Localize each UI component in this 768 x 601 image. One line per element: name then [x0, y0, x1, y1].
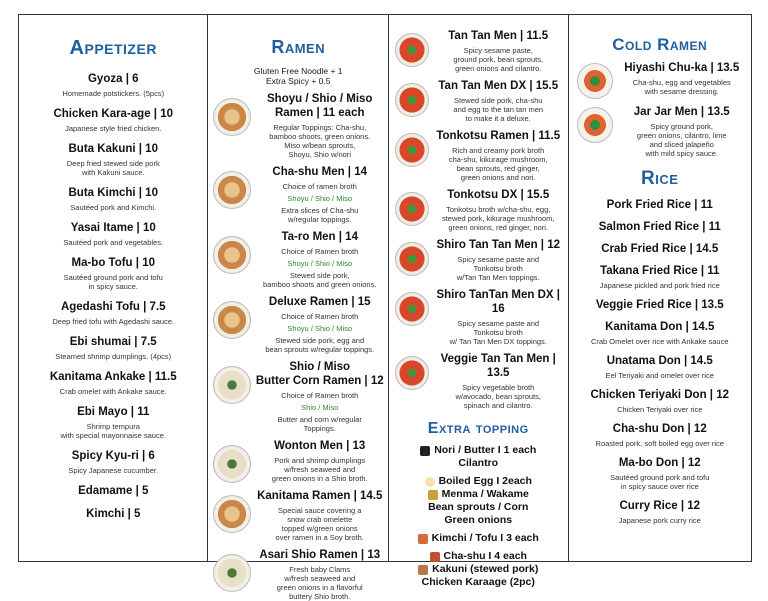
cold-ramen-item — [569, 61, 752, 99]
rice-desc: Chicken Teriyaki over rice — [617, 405, 703, 414]
ramen-item — [208, 489, 388, 542]
ramen-list — [208, 92, 388, 601]
appetizer-name: Ebi Mayo | 11 — [77, 406, 150, 418]
ramen-text — [251, 230, 388, 289]
extra-topping-text: Cilantro — [458, 457, 499, 469]
extra-topping-line — [389, 514, 568, 527]
rice-name: Kanitama Don | 14.5 — [605, 321, 715, 333]
ramen-desc: Stewed side pork, bamboo shoots and green onions. — [263, 271, 377, 289]
ramen-desc: Extra slices of Cha-shu w/regular toppings. — [281, 206, 359, 224]
appetizer-item — [19, 186, 207, 212]
ramen-broth: Shoyu / Shio / Miso — [287, 324, 353, 333]
rice-item — [569, 388, 752, 414]
rice-name: Curry Rice | 12 — [619, 500, 701, 512]
spicy-ramen-item — [389, 352, 568, 410]
spicy-bowl-icon — [395, 192, 429, 226]
ramen-name: Kanitama Ramen | 14.5 — [257, 490, 383, 502]
appetizer-name: Chicken Kara-age | 10 — [53, 108, 174, 120]
extra-topping-text: Cha-shu I 4 each — [443, 550, 527, 562]
ramen-name: Asari Shio Ramen | 13 — [259, 549, 381, 561]
rice-desc: Eel Teriyaki and omelet over rice — [605, 371, 714, 380]
appetizer-name: Yasai Itame | 10 — [70, 222, 156, 234]
appetizer-desc: Deep fried tofu with Agedashi sauce. — [52, 317, 175, 326]
cold-ramen-text — [613, 61, 752, 96]
spicy-bowl-icon — [395, 33, 429, 67]
rice-name: Salmon Fried Rice | 11 — [598, 221, 721, 233]
spicy-ramen-text — [429, 288, 568, 346]
spicy-ramen-name: Shiro Tan Tan Men | 12 — [436, 239, 561, 251]
ramen-name: Wonton Men | 13 — [274, 440, 366, 452]
spicy-ramen-text — [429, 188, 568, 232]
extra-topping-line — [389, 501, 568, 514]
extra-topping-text: Bean sprouts / Corn — [428, 501, 529, 513]
spicy-ramen-item — [389, 288, 568, 346]
rice-heading: Rice — [641, 168, 679, 189]
appetizer-name: Ebi shumai | 7.5 — [69, 336, 157, 348]
extra-topping-text: Kimchi / Tofu I 3 each — [431, 532, 539, 544]
ramen-desc: Butter and corn w/regular Toppings. — [277, 415, 362, 433]
topping-icon — [428, 490, 438, 500]
topping-icon — [420, 446, 430, 456]
ramen-bowl-icon — [213, 98, 251, 136]
appetizer-list — [19, 72, 207, 521]
rice-item — [569, 264, 752, 290]
appetizer-desc: Steamed shrimp dumplings. (4pcs) — [55, 352, 172, 361]
ramen-choice: Choice of ramen broth — [282, 182, 357, 191]
appetizer-item — [19, 370, 207, 396]
extra-topping-line — [389, 532, 568, 545]
spicy-ramen-desc: Rich and creamy pork broth cha-shu, kikurage mushroom, bean sprouts, red ginger, green onions and nori. — [448, 146, 548, 182]
appetizer-item — [19, 142, 207, 177]
cold-ramen-name: Jar Jar Men | 13.5 — [633, 106, 730, 118]
appetizer-name: Gyoza | 6 — [87, 73, 139, 85]
ramen-text — [251, 360, 388, 433]
ramen-desc: Stewed side pork, egg and bean sprouts w/regular toppings. — [265, 336, 375, 354]
appetizer-desc: Sautéed pork and vegetables. — [63, 238, 164, 247]
cold-ramen-text — [613, 105, 752, 158]
ramen-text — [251, 548, 388, 601]
spicy-ramen-desc: Spicy vegetable broth w/avocado, bean sprouts, spinach and cilantro. — [455, 383, 541, 410]
extra-topping-list — [389, 444, 568, 589]
menu-sheet — [18, 14, 752, 601]
spicy-ramen-text — [429, 29, 568, 73]
rice-name: Crab Fried Rice | 14.5 — [601, 243, 719, 255]
spicy-ramen-name: Tan Tan Men DX | 15.5 — [438, 80, 559, 92]
ramen-text — [251, 165, 388, 224]
appetizer-item — [19, 221, 207, 247]
spicy-ramen-list — [389, 29, 568, 410]
spicy-bowl-icon — [395, 83, 429, 117]
ramen-bowl-icon — [213, 236, 251, 274]
appetizer-name: Agedashi Tofu | 7.5 — [60, 301, 166, 313]
cold-ramen-heading: Cold Ramen — [612, 35, 708, 54]
appetizer-desc: Shrimp tempura with special mayonnaise sauce. — [60, 422, 166, 440]
appetizer-desc: Spicy Japanese cucumber. — [68, 466, 159, 475]
ramen-desc: Fresh baby Clams w/fresh seaweed and green onions in a flavorful buttery Shio broth. — [276, 565, 363, 601]
extra-topping-text: Green onions — [444, 514, 513, 526]
ramen-bowl-icon — [213, 301, 251, 339]
extra-topping-line — [389, 563, 568, 576]
rice-item — [569, 220, 752, 234]
appetizer-item — [19, 300, 207, 326]
rice-desc: Roasted pork, soft boiled egg over rice — [595, 439, 724, 448]
spicy-bowl-icon — [395, 356, 429, 390]
ramen-choice: Choice of Ramen broth — [281, 312, 359, 321]
spicy-bowl-icon — [395, 133, 429, 167]
ramen-bowl-icon — [213, 366, 251, 404]
appetizer-item — [19, 405, 207, 440]
extra-topping-line — [389, 444, 568, 457]
rice-name: Unatama Don | 14.5 — [606, 355, 713, 367]
appetizer-name: Buta Kimchi | 10 — [68, 187, 158, 199]
rice-desc: Japanese pickled and pork fried rice — [599, 281, 720, 290]
rice-item — [569, 242, 752, 256]
appetizer-name: Edamame | 5 — [78, 485, 149, 497]
spicy-ramen-desc: Spicy sesame paste, ground pork, bean sprouts, green onions and cilantro. — [453, 46, 544, 73]
appetizer-item — [19, 72, 207, 98]
rice-item — [569, 198, 752, 212]
spicy-ramen-desc: Spicy sesame paste and Tonkotsu broth w/ Tan Tan Men DX toppings. — [449, 319, 547, 346]
ramen-name: Ta-ro Men | 14 — [281, 231, 358, 243]
appetizer-desc: Deep fried stewed side pork with Kakuni sauce. — [66, 159, 160, 177]
ramen-name: Shoyu / Shio / Miso Ramen | 11 each — [267, 93, 373, 119]
spicy-ramen-name: Shiro TanTan Men DX | 16 — [436, 289, 561, 315]
ramen-desc: Pork and shrimp dumplings w/fresh seaweed and green onions in a Shio broth. — [271, 456, 368, 483]
topping-icon — [425, 477, 435, 487]
ramen-item — [208, 360, 388, 433]
spicy-ramen-item — [389, 238, 568, 282]
appetizer-heading: Appetizer — [69, 37, 157, 59]
extra-topping-line — [389, 576, 568, 589]
topping-icon — [418, 534, 428, 544]
spicy-bowl-icon — [395, 242, 429, 276]
ramen-note: Gluten Free Noodle + 1 Extra Spicy + 0.5 — [253, 66, 343, 86]
ramen-text — [251, 295, 388, 354]
cold-ramen-desc: Cha-shu, egg and vegetables with sesame dressing. — [632, 78, 731, 96]
rice-name: Pork Fried Rice | 11 — [606, 199, 713, 211]
rice-item — [569, 499, 752, 525]
rice-name: Chicken Teriyaki Don | 12 — [590, 389, 729, 401]
ramen-text — [251, 489, 388, 542]
extra-topping-line — [389, 475, 568, 488]
cold-rice-column — [569, 15, 752, 561]
rice-name: Ma-bo Don | 12 — [618, 457, 701, 469]
ramen-heading: Ramen — [271, 37, 326, 57]
appetizer-column — [19, 15, 208, 561]
rice-desc: Sautéed ground pork and tofu in spicy sauce over rice — [610, 473, 710, 491]
ramen-column — [208, 15, 389, 601]
rice-item — [569, 456, 752, 491]
ramen-item — [208, 165, 388, 224]
spicy-ramen-name: Tonkotsu Ramen | 11.5 — [436, 130, 561, 142]
ramen-item — [208, 548, 388, 601]
appetizer-name: Spicy Kyu-ri | 6 — [71, 450, 155, 462]
spicy-ramen-text — [429, 79, 568, 123]
ramen-bowl-icon — [213, 495, 251, 533]
spicy-ramen-text — [429, 352, 568, 410]
rice-desc: Japanese pork curry rice — [618, 516, 701, 525]
appetizer-desc: Crab omelet with Ankake sauce. — [59, 387, 167, 396]
spicy-column — [389, 15, 569, 588]
ramen-item — [208, 92, 388, 159]
spicy-ramen-name: Tan Tan Men | 11.5 — [448, 30, 549, 42]
ramen-item — [208, 295, 388, 354]
rice-list — [569, 198, 752, 525]
cold-ramen-desc: Spicy ground pork, green onions, cilantro, lime and sliced jalapeño with mild spicy sauce. — [636, 122, 727, 158]
ramen-name: Cha-shu Men | 14 — [272, 166, 368, 178]
cold-ramen-list — [569, 61, 752, 158]
ramen-text — [251, 439, 388, 483]
appetizer-item — [19, 507, 207, 521]
extra-topping-line — [389, 457, 568, 470]
ramen-desc: Special sauce covering a snow crab omelette topped w/green onions over ramen in a Soy broth. — [275, 506, 364, 542]
extra-topping-text: Chicken Karaage (2pc) — [421, 576, 535, 588]
ramen-broth: Shoyu / Shio / Miso — [287, 194, 353, 203]
appetizer-desc: Sautéed pork and Kimchi. — [70, 203, 157, 212]
extra-topping-heading: Extra topping — [427, 420, 529, 437]
rice-name: Cha-shu Don | 12 — [612, 423, 707, 435]
ramen-name: Deluxe Ramen | 15 — [268, 296, 371, 308]
spicy-ramen-desc: Tonkotsu broth w/cha-shu, egg, stewed pork, kikurage mushroom, green onions, red ginger, nori. — [441, 205, 555, 232]
spicy-ramen-name: Veggie Tan Tan Men | 13.5 — [440, 353, 556, 379]
spicy-ramen-desc: Spicy sesame paste and Tonkotsu broth w/Tan Tan Men toppings. — [456, 255, 540, 282]
rice-item — [569, 320, 752, 346]
cold-ramen-item — [569, 105, 752, 158]
spicy-ramen-item — [389, 29, 568, 73]
ramen-desc: Regular Toppings: Cha-shu, bamboo shoots, green onions. Miso w/bean sprouts, Shoyu, Shio w/nori — [269, 123, 371, 159]
ramen-bowl-icon — [213, 445, 251, 483]
appetizer-name: Kanitama Ankake | 11.5 — [49, 371, 177, 383]
rice-name: Takana Fried Rice | 11 — [600, 265, 720, 277]
rice-desc: Crab Omelet over rice with Ankake sauce — [590, 337, 729, 346]
extra-topping-line — [389, 550, 568, 563]
appetizer-name: Buta Kakuni | 10 — [68, 143, 158, 155]
appetizer-item — [19, 449, 207, 475]
extra-topping-text: Nori / Butter I 1 each — [434, 444, 537, 456]
rice-item — [569, 298, 752, 312]
ramen-text — [251, 92, 388, 159]
ramen-bowl-icon — [213, 554, 251, 592]
appetizer-desc: Homemade potstickers. (5pcs) — [62, 89, 165, 98]
ramen-item — [208, 230, 388, 289]
appetizer-item — [19, 107, 207, 133]
spicy-ramen-item — [389, 79, 568, 123]
ramen-broth: Shio / Miso — [301, 403, 339, 412]
ramen-name: Shio / Miso Butter Corn Ramen | 12 — [255, 361, 384, 387]
spicy-ramen-item — [389, 188, 568, 232]
ramen-item — [208, 439, 388, 483]
appetizer-name: Kimchi | 5 — [86, 508, 141, 520]
appetizer-desc: Sautéed ground pork and tofu in spicy sauce. — [63, 273, 163, 291]
appetizer-item — [19, 335, 207, 361]
appetizer-item — [19, 256, 207, 291]
spicy-ramen-desc: Stewed side pork, cha-shu and egg to the tan tan men to make it a deluxe. — [453, 96, 544, 123]
spicy-bowl-icon — [395, 292, 429, 326]
rice-item — [569, 422, 752, 448]
rice-item — [569, 354, 752, 380]
extra-topping-line — [389, 488, 568, 501]
spicy-ramen-text — [429, 129, 568, 182]
cold-ramen-plate-icon — [577, 107, 613, 143]
rice-name: Veggie Fried Rice | 13.5 — [595, 299, 724, 311]
appetizer-name: Ma-bo Tofu | 10 — [71, 257, 155, 269]
ramen-bowl-icon — [213, 171, 251, 209]
ramen-choice: Choice of Ramen broth — [281, 247, 359, 256]
appetizer-desc: Japanese style fried chicken. — [65, 124, 162, 133]
extra-topping-text: Boiled Egg I 2each — [438, 475, 532, 487]
cold-ramen-plate-icon — [577, 63, 613, 99]
topping-icon — [430, 552, 440, 562]
extra-topping-text: Kakuni (stewed pork) — [432, 563, 539, 575]
topping-icon — [418, 565, 428, 575]
appetizer-item — [19, 484, 207, 498]
ramen-choice: Choice of Ramen broth — [281, 391, 359, 400]
spicy-ramen-name: Tonkotsu DX | 15.5 — [447, 189, 550, 201]
extra-topping-text: Menma / Wakame — [441, 488, 529, 500]
cold-ramen-name: Hiyashi Chu-ka | 13.5 — [624, 62, 740, 74]
spicy-ramen-text — [429, 238, 568, 282]
spicy-ramen-item — [389, 129, 568, 182]
ramen-broth: Shoyu / Shio / Miso — [287, 259, 353, 268]
